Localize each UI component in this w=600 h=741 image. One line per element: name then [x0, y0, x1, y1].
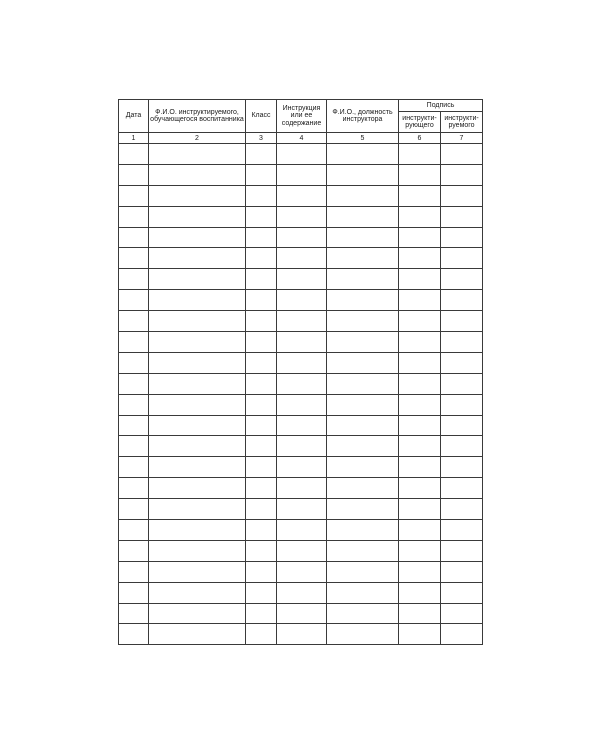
header-signature: Подпись	[399, 100, 483, 112]
table-cell	[246, 206, 277, 227]
table-cell	[277, 373, 327, 394]
table-cell	[149, 415, 246, 436]
table-cell	[277, 561, 327, 582]
table-cell	[327, 478, 399, 499]
table-cell	[119, 269, 149, 290]
table-row	[119, 457, 483, 478]
table-cell	[399, 290, 441, 311]
table-cell	[441, 436, 483, 457]
table-cell	[149, 436, 246, 457]
table-cell	[119, 394, 149, 415]
table-cell	[327, 561, 399, 582]
table-cell	[327, 227, 399, 248]
table-cell	[246, 164, 277, 185]
table-cell	[119, 164, 149, 185]
table-cell	[327, 520, 399, 541]
table-cell	[119, 332, 149, 353]
table-cell	[441, 624, 483, 645]
table-cell	[149, 332, 246, 353]
table-row	[119, 185, 483, 206]
column-number: 3	[246, 133, 277, 144]
table-cell	[119, 248, 149, 269]
table-row	[119, 520, 483, 541]
table-cell	[246, 290, 277, 311]
table-cell	[441, 311, 483, 332]
table-cell	[327, 332, 399, 353]
table-cell	[277, 206, 327, 227]
table-cell	[119, 520, 149, 541]
table-row	[119, 582, 483, 603]
table-cell	[119, 540, 149, 561]
table-cell	[246, 540, 277, 561]
header-signature-instructed: инструкти-руемого	[441, 112, 483, 133]
table-cell	[441, 582, 483, 603]
table-cell	[246, 415, 277, 436]
table-cell	[149, 144, 246, 165]
table-row	[119, 478, 483, 499]
table-cell	[149, 582, 246, 603]
table-cell	[277, 144, 327, 165]
table-cell	[327, 415, 399, 436]
table-cell	[399, 603, 441, 624]
table-row	[119, 624, 483, 645]
table-cell	[399, 352, 441, 373]
table-cell	[277, 185, 327, 206]
table-cell	[246, 624, 277, 645]
header-grade: Класс	[246, 100, 277, 133]
table-cell	[119, 206, 149, 227]
table-cell	[327, 185, 399, 206]
table-cell	[441, 144, 483, 165]
table-cell	[277, 248, 327, 269]
table-cell	[149, 373, 246, 394]
table-cell	[399, 478, 441, 499]
table-row	[119, 415, 483, 436]
table-cell	[149, 478, 246, 499]
table-cell	[399, 457, 441, 478]
table-row	[119, 248, 483, 269]
table-cell	[399, 540, 441, 561]
table-cell	[441, 540, 483, 561]
header-date: Дата	[119, 100, 149, 133]
table-cell	[149, 624, 246, 645]
table-cell	[441, 269, 483, 290]
instruction-log-table	[118, 99, 483, 645]
table-cell	[327, 436, 399, 457]
table-cell	[327, 394, 399, 415]
table-cell	[277, 332, 327, 353]
table-cell	[441, 520, 483, 541]
table-cell	[277, 603, 327, 624]
table-cell	[277, 415, 327, 436]
table-cell	[246, 248, 277, 269]
table-cell	[246, 185, 277, 206]
table-cell	[119, 624, 149, 645]
table-cell	[149, 206, 246, 227]
table-cell	[119, 582, 149, 603]
table-cell	[399, 332, 441, 353]
table-cell	[327, 603, 399, 624]
table-cell	[246, 332, 277, 353]
table-cell	[277, 227, 327, 248]
table-cell	[246, 520, 277, 541]
table-cell	[246, 311, 277, 332]
table-cell	[277, 436, 327, 457]
table-cell	[246, 227, 277, 248]
table-row	[119, 144, 483, 165]
header-instructor: Ф.И.О., должность инструктора	[327, 100, 399, 133]
table-cell	[441, 457, 483, 478]
table-cell	[441, 415, 483, 436]
column-number: 4	[277, 133, 327, 144]
table-row	[119, 269, 483, 290]
table-cell	[399, 415, 441, 436]
table-cell	[277, 540, 327, 561]
table-cell	[399, 311, 441, 332]
table-row	[119, 290, 483, 311]
table-cell	[441, 290, 483, 311]
column-number: 7	[441, 133, 483, 144]
table-cell	[246, 352, 277, 373]
table-cell	[119, 457, 149, 478]
table-cell	[246, 373, 277, 394]
header-instruction: Инструкция или ее содержание	[277, 100, 327, 133]
table-cell	[327, 457, 399, 478]
table-cell	[119, 603, 149, 624]
table-cell	[149, 227, 246, 248]
table-cell	[441, 561, 483, 582]
table-cell	[149, 248, 246, 269]
table-cell	[327, 144, 399, 165]
table-cell	[277, 269, 327, 290]
table-cell	[441, 499, 483, 520]
table-cell	[441, 164, 483, 185]
column-number-row	[119, 133, 483, 144]
table-cell	[441, 394, 483, 415]
table-cell	[119, 436, 149, 457]
table-cell	[327, 269, 399, 290]
table-cell	[246, 394, 277, 415]
table-cell	[119, 373, 149, 394]
table-cell	[277, 457, 327, 478]
table-cell	[327, 499, 399, 520]
table-row	[119, 499, 483, 520]
table-cell	[399, 561, 441, 582]
table-cell	[119, 561, 149, 582]
table-cell	[399, 185, 441, 206]
table-cell	[327, 624, 399, 645]
table-cell	[441, 185, 483, 206]
table-cell	[149, 352, 246, 373]
column-number: 6	[399, 133, 441, 144]
table-row	[119, 561, 483, 582]
table-cell	[441, 603, 483, 624]
table-cell	[327, 582, 399, 603]
table-cell	[149, 164, 246, 185]
table-cell	[277, 478, 327, 499]
table-cell	[441, 373, 483, 394]
table-cell	[246, 582, 277, 603]
table-row	[119, 540, 483, 561]
table-cell	[246, 144, 277, 165]
table-cell	[149, 457, 246, 478]
table-cell	[149, 394, 246, 415]
table-cell	[246, 499, 277, 520]
table-cell	[327, 540, 399, 561]
column-number: 1	[119, 133, 149, 144]
table-cell	[149, 185, 246, 206]
table-cell	[246, 436, 277, 457]
table-cell	[149, 499, 246, 520]
table-row	[119, 332, 483, 353]
table-row	[119, 206, 483, 227]
table-row	[119, 352, 483, 373]
table-cell	[399, 499, 441, 520]
table-cell	[399, 144, 441, 165]
column-number: 2	[149, 133, 246, 144]
table-cell	[277, 624, 327, 645]
table-cell	[277, 394, 327, 415]
table-cell	[327, 373, 399, 394]
table-cell	[149, 290, 246, 311]
table-cell	[119, 290, 149, 311]
table-cell	[119, 352, 149, 373]
table-cell	[399, 206, 441, 227]
table-cell	[246, 269, 277, 290]
table-cell	[149, 520, 246, 541]
table-cell	[327, 164, 399, 185]
table-cell	[246, 603, 277, 624]
table-cell	[277, 290, 327, 311]
table-cell	[441, 478, 483, 499]
table-cell	[399, 436, 441, 457]
table-cell	[399, 520, 441, 541]
table-cell	[149, 311, 246, 332]
table-cell	[277, 499, 327, 520]
table-cell	[119, 478, 149, 499]
table-cell	[277, 352, 327, 373]
table-cell	[246, 457, 277, 478]
table-cell	[327, 248, 399, 269]
table-cell	[119, 311, 149, 332]
table-cell	[277, 520, 327, 541]
table-cell	[119, 185, 149, 206]
header-signature-instructor: инструкти-рующего	[399, 112, 441, 133]
table-row	[119, 311, 483, 332]
table-cell	[399, 164, 441, 185]
table-cell	[277, 582, 327, 603]
table-cell	[441, 332, 483, 353]
table-cell	[327, 352, 399, 373]
table-cell	[399, 227, 441, 248]
table-cell	[119, 499, 149, 520]
table-cell	[119, 415, 149, 436]
table-cell	[327, 290, 399, 311]
table-cell	[399, 373, 441, 394]
table-cell	[441, 352, 483, 373]
table-cell	[327, 206, 399, 227]
table-cell	[149, 540, 246, 561]
table-cell	[399, 394, 441, 415]
table-cell	[441, 227, 483, 248]
table-cell	[327, 311, 399, 332]
table-row	[119, 603, 483, 624]
table-row	[119, 227, 483, 248]
table-cell	[246, 561, 277, 582]
table-cell	[119, 144, 149, 165]
table-cell	[119, 227, 149, 248]
table-cell	[441, 206, 483, 227]
table-row	[119, 436, 483, 457]
table-cell	[149, 603, 246, 624]
table-row	[119, 164, 483, 185]
table-cell	[149, 269, 246, 290]
table-cell	[149, 561, 246, 582]
table-cell	[277, 311, 327, 332]
table-cell	[399, 624, 441, 645]
table-cell	[441, 248, 483, 269]
table-row	[119, 394, 483, 415]
table-cell	[277, 164, 327, 185]
table-row	[119, 373, 483, 394]
table-cell	[399, 582, 441, 603]
table-cell	[399, 248, 441, 269]
table-cell	[246, 478, 277, 499]
table-cell	[399, 269, 441, 290]
column-number: 5	[327, 133, 399, 144]
header-full-name: Ф.И.О. инструктируемого, обучающегося воспитанника	[149, 100, 246, 133]
